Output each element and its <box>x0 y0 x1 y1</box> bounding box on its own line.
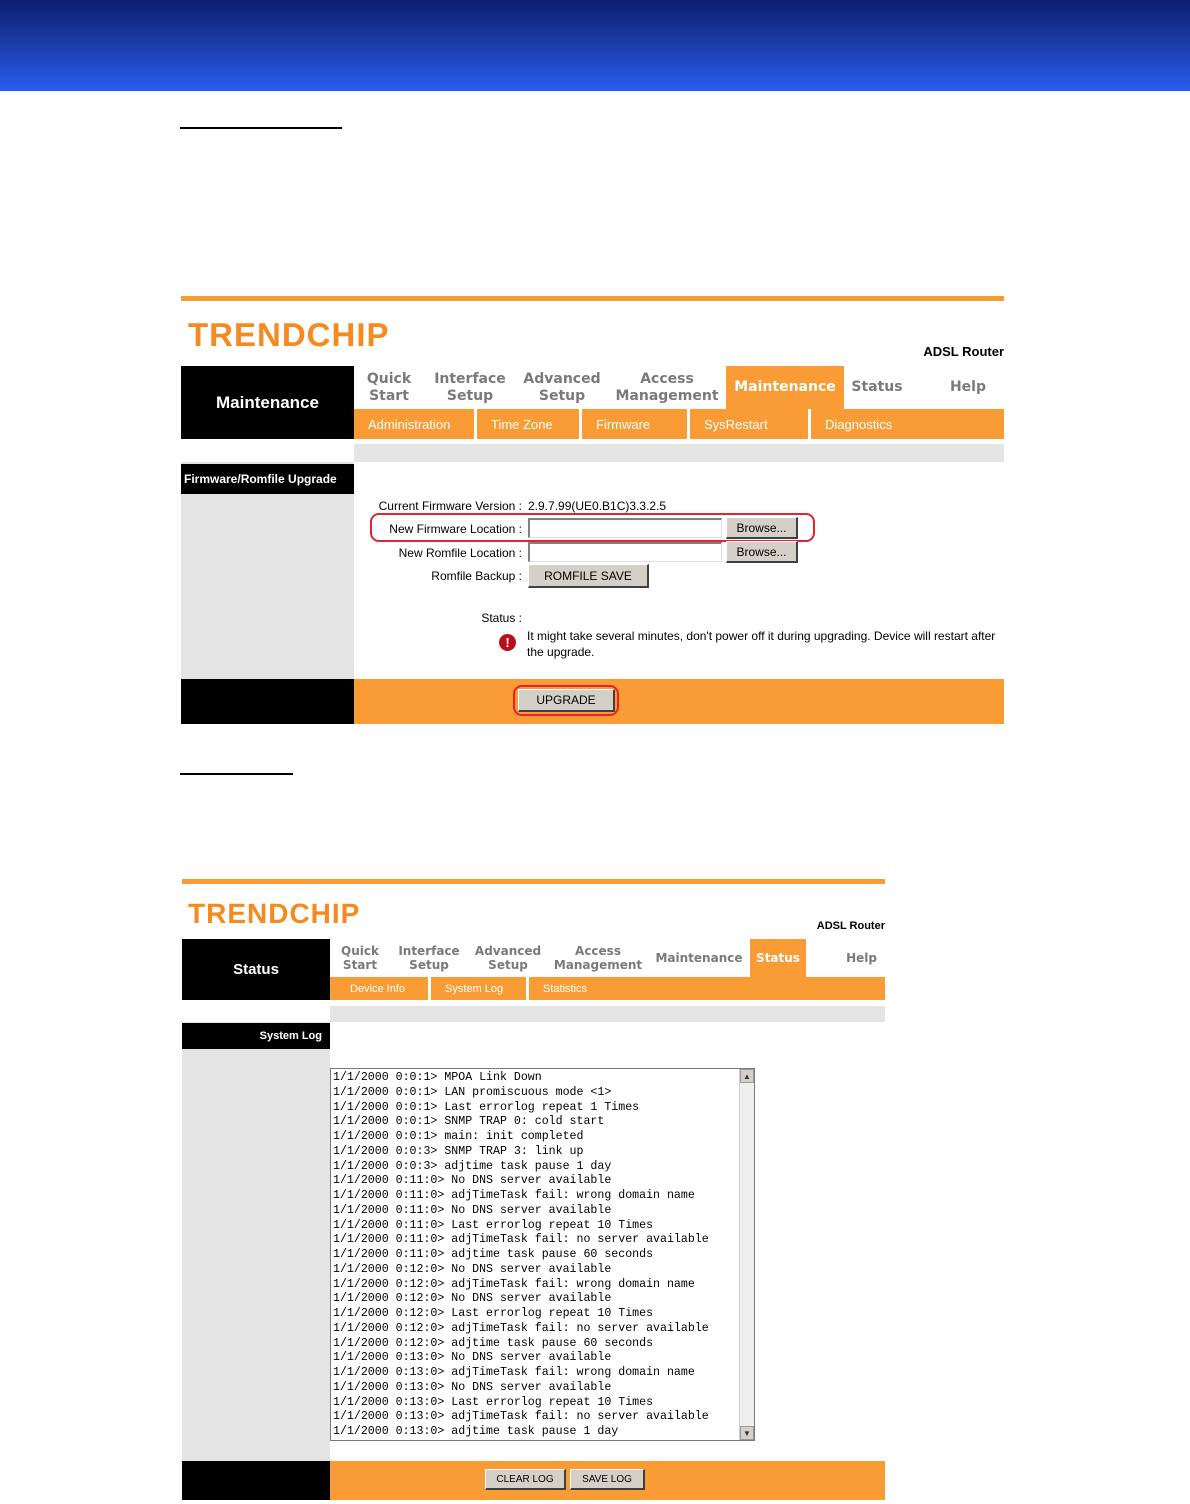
nav-advanced-setup[interactable] <box>516 366 608 409</box>
log-line: 1/1/2000 0:13:0> Last errorlog repeat 10 Times <box>333 1395 654 1409</box>
document-header-banner <box>0 0 1190 91</box>
subnav-label: Diagnostics <box>825 416 893 432</box>
browse-label: Browse... <box>736 520 787 535</box>
log-line: 1/1/2000 0:12:0> adjtime task pause 60 seconds <box>333 1336 654 1350</box>
log-line: 1/1/2000 0:0:3> SNMP TRAP 3: link up <box>333 1144 584 1158</box>
log-line: 1/1/2000 0:11:0> No DNS server available <box>333 1203 612 1217</box>
log-line: 1/1/2000 0:12:0> adjTimeTask fail: wrong domain name <box>333 1277 695 1291</box>
log-line: 1/1/2000 0:11:0> Last errorlog repeat 10 Times <box>333 1218 654 1232</box>
log-line: 1/1/2000 0:11:0> No DNS server available <box>333 1174 612 1188</box>
nav-label: Management <box>553 958 643 972</box>
log-line: 1/1/2000 0:11:0> adjtime task pause 60 seconds <box>333 1248 654 1261</box>
subnav-statistics[interactable] <box>529 977 619 1000</box>
new-romfile-label: New Romfile Location : <box>398 546 522 560</box>
subnav-firmware[interactable] <box>582 409 687 439</box>
browse-label: Browse... <box>736 544 787 559</box>
side-title <box>181 366 354 439</box>
upgrade-label: UPGRADE <box>536 693 596 707</box>
nav-help[interactable] <box>910 366 994 409</box>
log-line: 1/1/2000 0:11:0> adjTimeTask fail: wrong domain name <box>333 1189 695 1202</box>
footer-left <box>182 1461 330 1500</box>
nav-label: Setup <box>409 958 449 972</box>
left-column <box>182 1022 330 1461</box>
nav-label: Maintenance <box>655 950 743 965</box>
log-line: 1/1/2000 0:12:0> Last errorlog repeat 10 Times <box>333 1307 654 1320</box>
status-message: It might take several minutes, don't power off it during upgrading. Device will restart after the upgrade. <box>527 629 996 659</box>
nav-label: Setup <box>538 387 586 404</box>
nav-label: Setup <box>446 387 494 404</box>
spacer-bar <box>354 444 1004 462</box>
scroll-down-icon[interactable]: ▼ <box>740 1426 754 1440</box>
nav-interface-setup[interactable] <box>424 366 516 409</box>
subnav-device-info[interactable] <box>330 977 428 1000</box>
side-title <box>182 939 330 1000</box>
subnav-label: SysRestart <box>704 416 768 432</box>
subnav-label: Time Zone <box>491 416 553 432</box>
log-line: 1/1/2000 0:12:0> adjTimeTask fail: no server available <box>333 1321 709 1335</box>
panel-top-line <box>182 879 885 884</box>
nav-label: Setup <box>488 958 528 972</box>
section-title-label: Firmware/Romfile Upgrade <box>184 472 337 486</box>
subnav-label: System Log <box>445 982 504 995</box>
product-name: ADSL Router <box>816 920 885 932</box>
upgrade-highlight <box>513 685 619 716</box>
current-firmware-value: 2.9.7.99(UE0.B1C)3.3.2.5 <box>528 499 667 513</box>
log-line: 1/1/2000 0:0:1> SNMP TRAP 0: cold start <box>333 1115 605 1129</box>
log-line: 1/1/2000 0:11:0> adjTimeTask fail: no server available <box>333 1233 709 1247</box>
new-firmware-label: New Firmware Location : <box>389 522 522 536</box>
nav-label: Access <box>575 943 621 958</box>
nav-interface-setup[interactable] <box>390 939 468 977</box>
log-lines <box>333 1071 709 1440</box>
log-line: 1/1/2000 0:13:0> adjTimeTask fail: no server available <box>333 1410 709 1424</box>
current-firmware-label: Current Firmware Version : <box>378 499 522 513</box>
log-line: 1/1/2000 0:12:0> No DNS server available <box>333 1262 612 1276</box>
nav-access-management[interactable] <box>608 366 726 409</box>
nav-label: Advanced <box>523 370 601 387</box>
romfile-browse-button[interactable] <box>726 541 798 563</box>
nav-status[interactable] <box>844 366 910 409</box>
nav-help[interactable] <box>806 939 885 977</box>
main-nav <box>354 366 1004 409</box>
log-line: 1/1/2000 0:0:1> LAN promiscuous mode <1> <box>333 1085 612 1099</box>
main-nav <box>330 939 885 977</box>
log-line: 1/1/2000 0:13:0> adjTimeTask fail: wrong domain name <box>333 1366 695 1379</box>
footer-bar <box>354 679 1004 724</box>
sub-nav <box>354 409 1004 439</box>
clear-log-label: CLEAR LOG <box>496 1473 554 1485</box>
subnav-system-log[interactable] <box>431 977 526 1000</box>
subnav-time-zone[interactable] <box>477 409 579 439</box>
nav-maintenance[interactable] <box>726 366 844 409</box>
nav-label: Start <box>342 958 378 972</box>
nav-status[interactable] <box>750 939 806 977</box>
subnav-label: Statistics <box>543 982 588 995</box>
clear-log-button[interactable] <box>485 1469 566 1490</box>
subnav-diagnostics[interactable] <box>811 409 921 439</box>
status-label: Status : <box>481 611 522 625</box>
nav-maintenance[interactable] <box>648 939 750 977</box>
save-log-label: SAVE LOG <box>582 1473 632 1485</box>
log-line: 1/1/2000 0:0:1> Last errorlog repeat 1 Times <box>333 1100 640 1114</box>
nav-label: Status <box>756 950 800 965</box>
nav-label: Quick <box>366 370 412 387</box>
system-log-textarea[interactable] <box>330 1068 755 1441</box>
nav-label: Interface <box>434 370 506 387</box>
side-title-label: Maintenance <box>216 392 319 412</box>
save-log-button[interactable] <box>570 1469 645 1490</box>
side-title-label: Status <box>233 961 279 978</box>
nav-label: Help <box>949 379 986 396</box>
nav-label: Quick <box>341 943 379 958</box>
footer-left <box>181 679 354 724</box>
subnav-label: Device Info <box>350 982 406 995</box>
nav-label: Status <box>851 379 903 396</box>
new-romfile-input[interactable] <box>528 542 722 562</box>
nav-label: Help <box>846 950 877 965</box>
system-log-screenshot <box>182 879 885 1500</box>
nav-label: Maintenance <box>734 379 836 396</box>
section-title <box>182 1023 330 1049</box>
log-line: 1/1/2000 0:0:1> main: init completed <box>333 1130 584 1143</box>
nav-quick-start[interactable] <box>354 366 424 409</box>
subnav-label: Administration <box>368 416 451 432</box>
product-name: ADSL Router <box>923 344 1004 359</box>
trendchip-logo: TRENDCHIP <box>188 316 390 353</box>
spacer-bar <box>330 1006 885 1022</box>
trendchip-logo: TRENDCHIP <box>188 898 361 929</box>
scroll-up-icon[interactable]: ▲ <box>740 1069 754 1083</box>
subnav-label: Firmware <box>596 416 651 432</box>
nav-quick-start[interactable] <box>330 939 390 977</box>
subnav-administration[interactable] <box>354 409 474 439</box>
subnav-sysrestart[interactable] <box>690 409 808 439</box>
firmware-upgrade-screenshot <box>181 296 1004 724</box>
romfile-save-label: ROMFILE SAVE <box>544 568 632 583</box>
firmware-location-highlight <box>370 513 815 542</box>
warning-icon: ! <box>499 634 516 651</box>
nav-label: Access <box>640 370 694 387</box>
left-column <box>181 462 354 679</box>
nav-label: Start <box>369 387 409 404</box>
sub-nav <box>330 977 885 1000</box>
panel-top-line <box>181 296 1004 301</box>
nav-label: Advanced <box>474 943 542 958</box>
log-line: 1/1/2000 0:0:3> adjtime task pause 1 day <box>333 1159 612 1173</box>
nav-label: Management <box>615 387 719 404</box>
section-title <box>181 464 354 494</box>
log-line: 1/1/2000 0:12:0> No DNS server available <box>333 1292 612 1306</box>
log-scrollbar[interactable] <box>739 1069 754 1440</box>
log-line: 1/1/2000 0:13:0> No DNS server available <box>333 1380 612 1394</box>
nav-label: Interface <box>398 943 460 958</box>
nav-access-management[interactable] <box>548 939 648 977</box>
log-line: 1/1/2000 0:13:0> adjtime task pause 1 day <box>333 1425 619 1438</box>
syslog-heading-underline <box>180 773 293 775</box>
romfile-save-button[interactable] <box>528 564 649 588</box>
firmware-heading-underline <box>180 127 342 129</box>
log-line: 1/1/2000 0:13:0> No DNS server available <box>333 1351 612 1365</box>
nav-advanced-setup[interactable] <box>468 939 548 977</box>
log-line: 1/1/2000 0:0:1> MPOA Link Down <box>333 1071 542 1084</box>
romfile-backup-label: Romfile Backup : <box>431 569 522 583</box>
section-title-label: System Log <box>259 1030 322 1042</box>
